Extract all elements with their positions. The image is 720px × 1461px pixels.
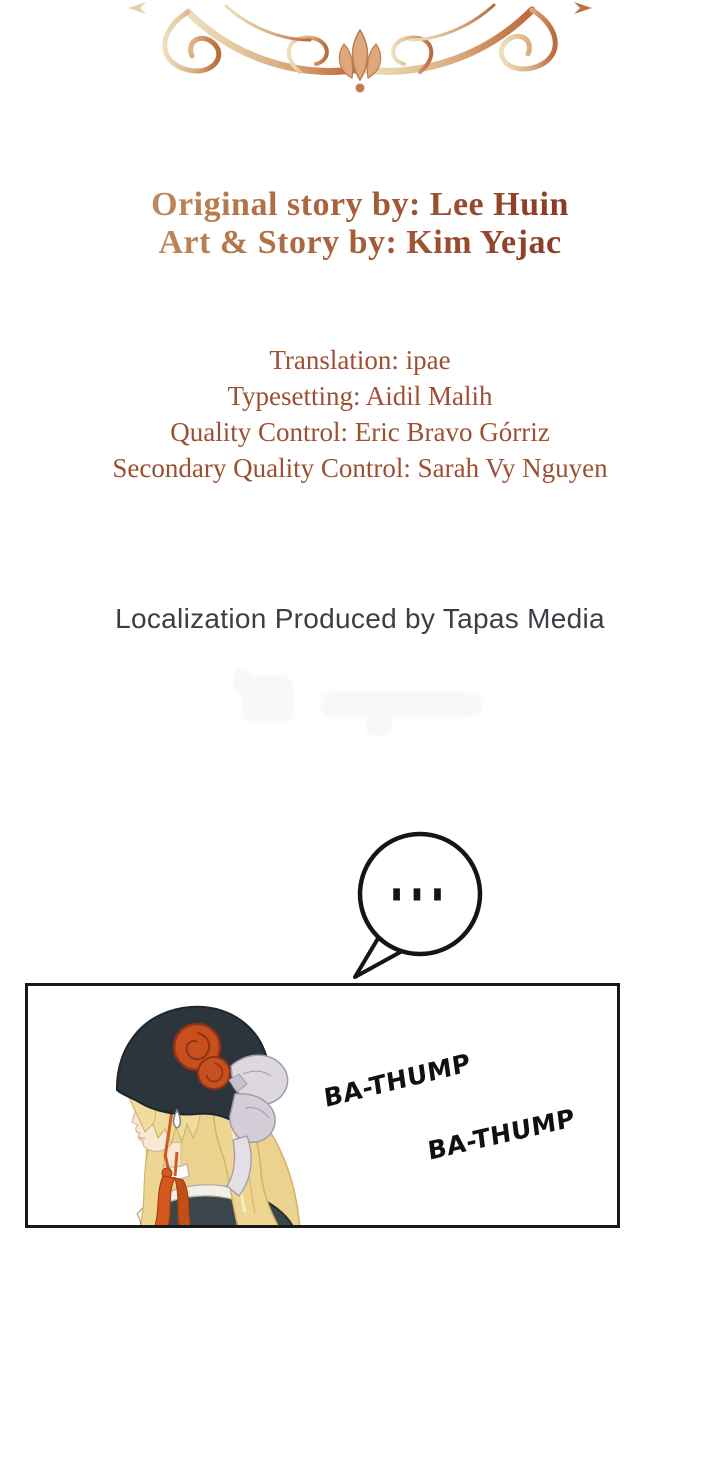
translation-credit: Translation: ipae [269,345,451,375]
watermark-wordmark [320,692,472,718]
divider-spray-right [410,5,494,40]
character-illustration [83,996,308,1228]
divider-curl-right [501,10,555,69]
typesetting-credit: Typesetting: Aidil Malih [227,381,493,411]
quality-control-credit: Quality Control: Eric Bravo Górriz [170,417,550,447]
art-story-credit: Art & Story by: Kim Yejac [0,224,720,262]
watermark-descender [366,712,392,736]
author-credits [0,186,720,262]
speech-bubble-text: ... [389,840,451,916]
staff-credits [0,342,720,486]
sfx-ba-thump-1: BA-THUMP [322,1047,473,1114]
sfx-ba-thump-2: BA-THUMP [426,1103,577,1166]
watermark-logo-notch [233,668,251,694]
divider-drop [356,84,365,93]
comic-panel [25,983,620,1228]
production-credit: Localization Produced by Tapas Media [115,603,605,634]
ornamental-divider [0,0,720,96]
watermark-tail-blob [452,694,482,716]
secondary-quality-control-credit: Secondary Quality Control: Sarah Vy Nguyen [112,453,608,483]
original-story-credit: Original story by: Lee Huin [0,186,720,224]
rose-small [198,1057,230,1089]
divider-curl-left [165,12,219,71]
divider-spray-left [226,6,310,40]
